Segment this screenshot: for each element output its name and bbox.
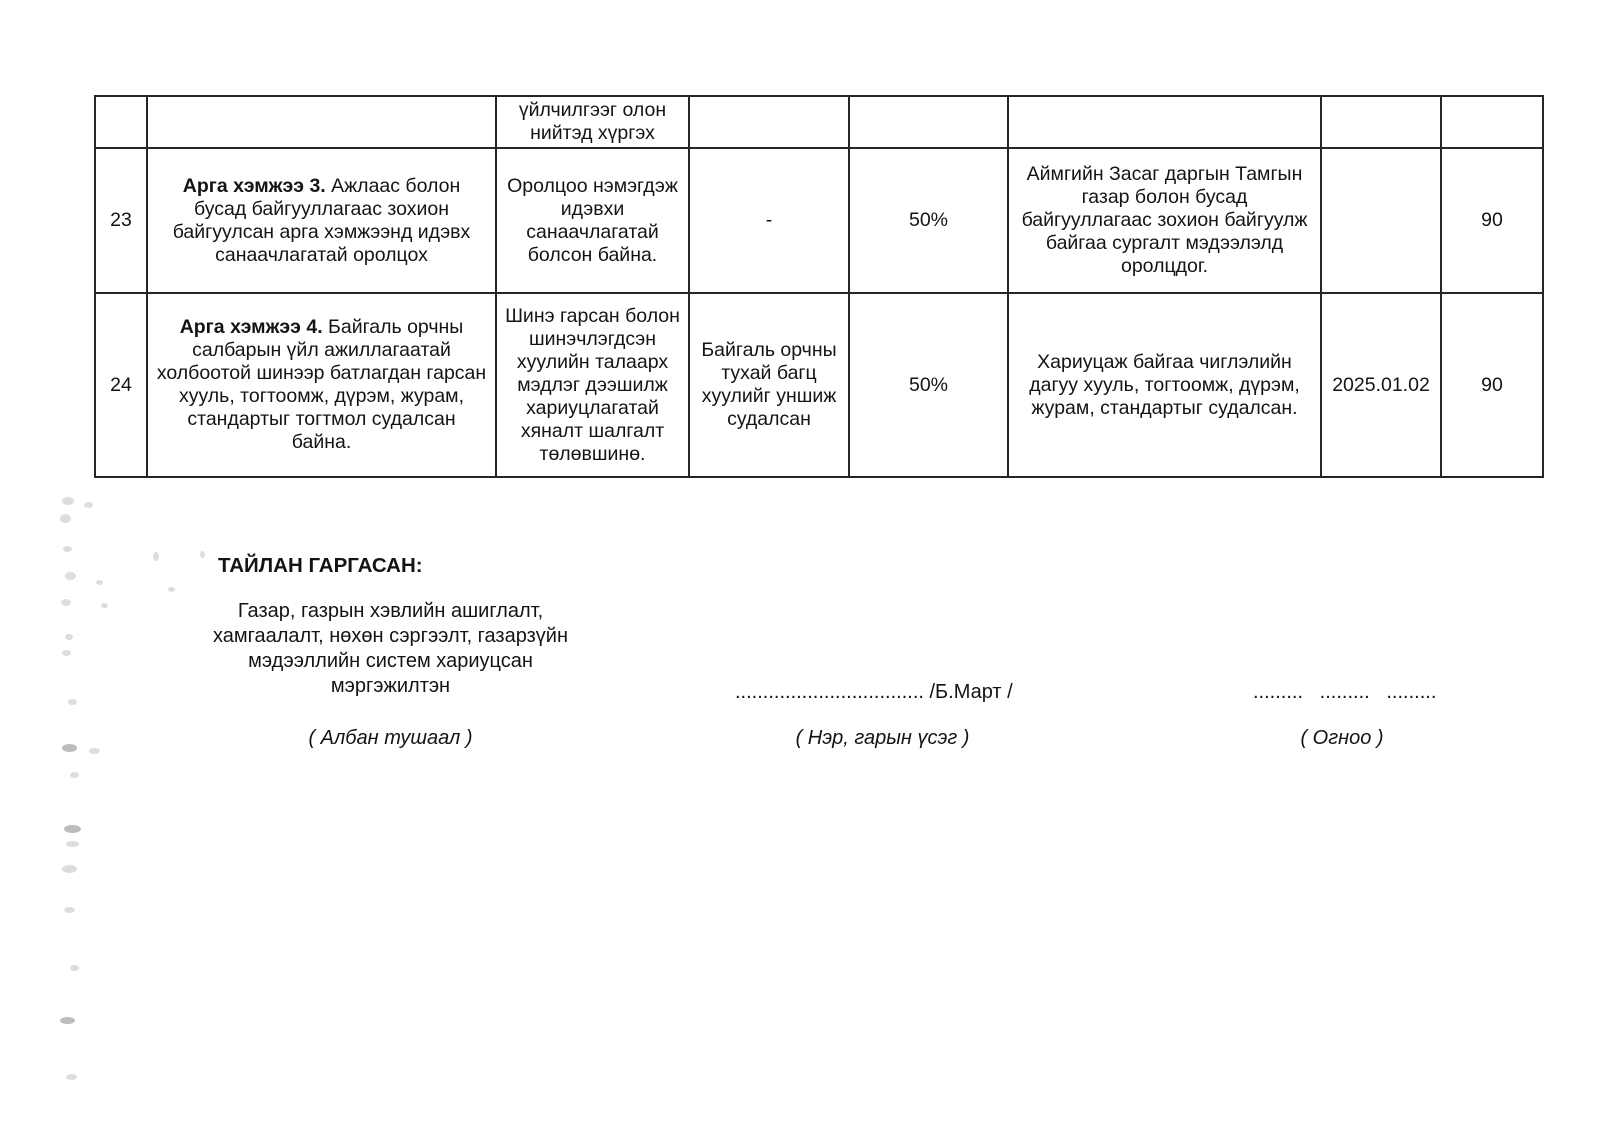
cell-no [95, 96, 147, 148]
scan-artifact [60, 514, 71, 523]
cell-outcome: үйлчилгээг олон нийтэд хүргэх [496, 96, 689, 148]
table-row-23 [95, 148, 1543, 293]
cell-outcome: Оролцоо нэмэгдэж идэвхи санаачлагатай болсон байна. [496, 148, 689, 293]
date-line: ......... ......... ......... [1253, 681, 1437, 703]
date-caption: ( Огноо ) [1300, 727, 1384, 749]
scan-artifact [64, 825, 81, 833]
table-row-partial [95, 96, 1543, 148]
scan-artifact [96, 580, 103, 585]
cell-basis: Байгаль орчны тухай багц хуулийг уншиж судалсан [689, 293, 849, 477]
cell-percent: 50% [849, 148, 1008, 293]
cell-score: 90 [1441, 148, 1543, 293]
cell-result: Аймгийн Засаг даргын Тамгын газар болон бусад байгууллагаас зохион байгуулж байгаа сургалт мэдээлэлд оролцдог. [1008, 148, 1321, 293]
cell-date: 2025.01.02 [1321, 293, 1441, 477]
cell-activity [147, 148, 496, 293]
scan-artifact [70, 965, 79, 971]
report-table [94, 95, 1544, 478]
author-role-line: Газар, газрын хэвлийн ашиглалт, [237, 600, 544, 622]
scan-artifact [153, 552, 159, 561]
position-caption: ( Албан тушаал ) [308, 727, 473, 749]
scan-artifact [68, 699, 77, 705]
scan-artifact [200, 551, 205, 558]
scan-artifact [62, 865, 77, 873]
scan-artifact [84, 502, 93, 508]
cell-activity [147, 293, 496, 477]
activity-text: Байгаль орчны салбарын үйл ажиллагаатай холбоотой шинээр батлагдан гарсан хууль, тогтоомж, дүрэм, журам, стандартыг тогтмол судалсан байна. [156, 316, 487, 453]
scan-artifact [64, 907, 75, 913]
cell-outcome: Шинэ гарсан болон шинэчлэгдсэн хуулийн талаарх мэдлэг дээшилж хариуцлагатай хяналт шалгалт төлөвшинө. [496, 293, 689, 477]
activity-lead: Арга хэмжээ 3. [182, 174, 326, 197]
cell-score: 90 [1441, 293, 1543, 477]
scan-artifact [62, 497, 74, 505]
author-role-line: хамгаалалт, нөхөн сэргээлт, газарзүйн [212, 625, 569, 647]
scan-artifact [60, 1017, 75, 1024]
activity-lead: Арга хэмжээ 4. [179, 316, 323, 338]
scan-artifact [66, 841, 79, 847]
scan-artifact [101, 603, 108, 608]
author-role-line: мэргэжилтэн [330, 675, 451, 697]
table-row-24 [95, 293, 1543, 477]
scan-artifact [65, 634, 73, 640]
cell-basis [689, 96, 849, 148]
cell-score [1441, 96, 1543, 148]
activity-text: Ажлаас болон бусад байгууллагаас зохион байгуулсан арга хэмжээнд идэвх санаачлагатай оролцох [172, 174, 471, 266]
signature-line [735, 680, 1013, 705]
scan-artifact [168, 587, 175, 592]
name-caption: ( Нэр, гарын үсэг ) [795, 727, 970, 749]
report-author-heading: ТАЙЛАН ГАРГАСАН: [218, 554, 423, 577]
cell-percent [849, 96, 1008, 148]
signature-name: /Б.Март / [929, 681, 1013, 703]
scan-artifact [62, 744, 77, 752]
cell-result [1008, 96, 1321, 148]
cell-no: 23 [95, 148, 147, 293]
cell-date [1321, 96, 1441, 148]
cell-activity [147, 96, 496, 148]
scan-artifact [61, 599, 71, 606]
scan-artifact [66, 1074, 77, 1080]
scan-artifact [70, 772, 79, 778]
cell-date [1321, 148, 1441, 293]
cell-basis: - [689, 148, 849, 293]
scan-artifact [89, 748, 100, 754]
author-role-line: мэдээллийн систем хариуцсан [248, 650, 533, 672]
cell-percent: 50% [849, 293, 1008, 477]
author-role [163, 599, 618, 699]
scan-artifact [65, 572, 76, 580]
cell-result: Хариуцаж байгаа чиглэлийн дагуу хууль, тогтоомж, дүрэм, журам, стандартыг судалсан. [1008, 293, 1321, 477]
signature-dots: .................................. [735, 681, 924, 703]
scan-artifact [62, 650, 71, 656]
scan-artifact [63, 546, 72, 552]
cell-no: 24 [95, 293, 147, 477]
